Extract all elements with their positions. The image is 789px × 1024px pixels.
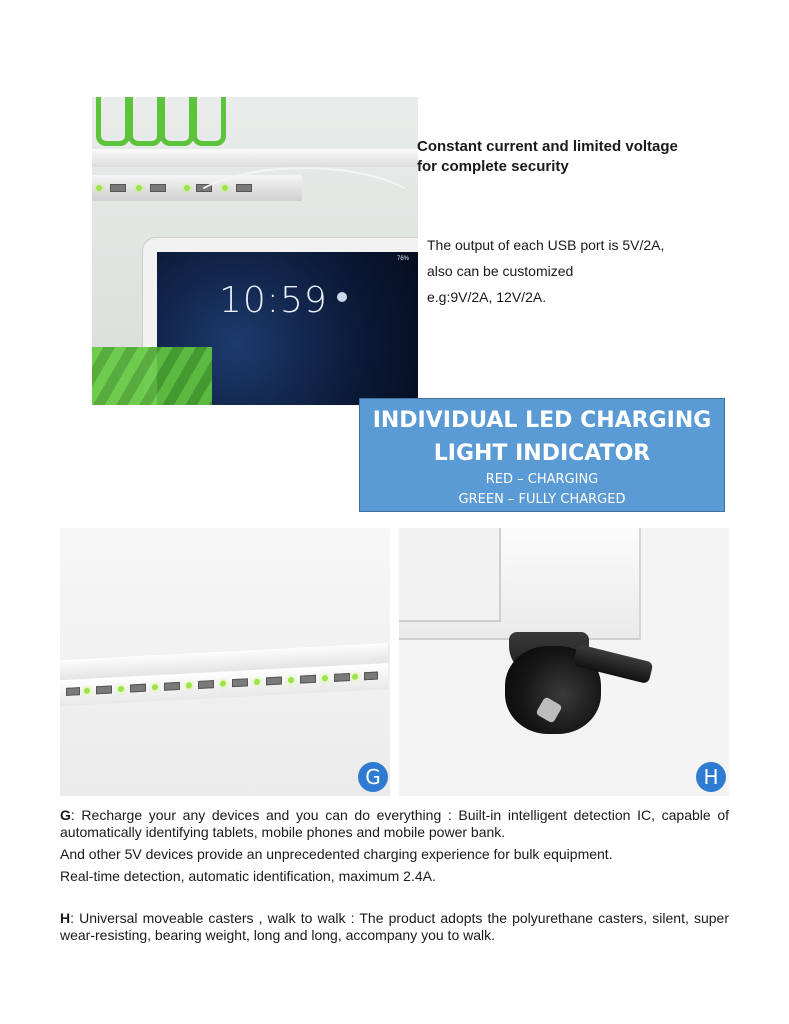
usb-port xyxy=(232,678,248,687)
led-indicator xyxy=(186,682,192,688)
description-g-line3: Real-time detection, automatic identification, maximum 2.4A. xyxy=(60,868,436,884)
usb-port xyxy=(334,673,350,682)
headline-line2: for complete security xyxy=(417,158,569,175)
description-g-key: G xyxy=(60,807,71,823)
badge-h: H xyxy=(696,762,726,792)
tablet-clock: 10:59 xyxy=(219,280,328,321)
led-indicator xyxy=(322,675,328,681)
green-tablet-holder xyxy=(92,347,212,405)
led-indicator xyxy=(152,684,158,690)
green-slot-divider xyxy=(160,97,194,146)
headline xyxy=(417,137,737,177)
green-slot-divider xyxy=(96,97,130,146)
usb-port xyxy=(150,184,166,192)
usb-port xyxy=(110,184,126,192)
led-indicator xyxy=(84,688,90,694)
output-line: e.g:9V/2A, 12V/2A. xyxy=(427,289,547,305)
led-indicator xyxy=(288,677,294,683)
usb-port xyxy=(130,684,146,693)
description-g xyxy=(60,807,729,841)
headline-line1: Constant current and limited voltage xyxy=(417,138,678,155)
description-h xyxy=(60,910,729,944)
callout-title-line1: INDIVIDUAL LED CHARGING xyxy=(372,408,712,433)
led-indicator xyxy=(352,674,358,680)
description-h-key: H xyxy=(60,910,71,926)
green-slot-divider xyxy=(192,97,226,146)
badge-g: G xyxy=(358,762,388,792)
usb-strip-photo xyxy=(60,528,390,796)
usb-port xyxy=(266,677,282,686)
led-indicator xyxy=(96,185,102,191)
usb-port xyxy=(164,682,180,691)
cart-shelf xyxy=(92,149,418,167)
callout-green-label: GREEN – FULLY CHARGED xyxy=(458,492,626,507)
callout-red-label: RED – CHARGING xyxy=(485,472,599,487)
led-indicator xyxy=(136,185,142,191)
tablet-battery-readout: 76% xyxy=(396,256,409,262)
led-indicator-callout xyxy=(359,398,725,512)
usb-port xyxy=(66,687,80,696)
usb-port xyxy=(198,680,214,689)
description-g-text: : Recharge your any devices and you can do everything : Built-in intelligent detection IC, capable of automatically identifying tablets, mobile phones and mobile power bank. xyxy=(60,807,729,840)
led-indicator xyxy=(254,679,260,685)
moon-icon xyxy=(337,292,347,302)
cart-cabinet-door xyxy=(399,528,501,622)
usb-port xyxy=(300,675,316,684)
callout-title-line2: LIGHT INDICATOR xyxy=(433,441,651,466)
led-indicator xyxy=(220,680,226,686)
caster-wheel-photo xyxy=(399,528,729,796)
description-h-text: : Universal moveable casters , walk to walk : The product adopts the polyurethane casters, silent, super wear-resisting, bearing weight, long and long, accompany you to walk. xyxy=(60,910,729,943)
green-slot-divider xyxy=(128,97,162,146)
led-indicator xyxy=(184,185,190,191)
usb-port xyxy=(364,672,378,681)
output-line: The output of each USB port is 5V/2A, xyxy=(427,237,665,253)
description-g-line2: And other 5V devices provide an unprecedented charging experience for bulk equipment. xyxy=(60,846,613,862)
led-indicator xyxy=(118,686,124,692)
usb-output-description xyxy=(427,232,747,310)
output-line: also can be customized xyxy=(427,263,574,279)
usb-port xyxy=(96,685,112,694)
charging-cart-photo xyxy=(92,97,418,405)
